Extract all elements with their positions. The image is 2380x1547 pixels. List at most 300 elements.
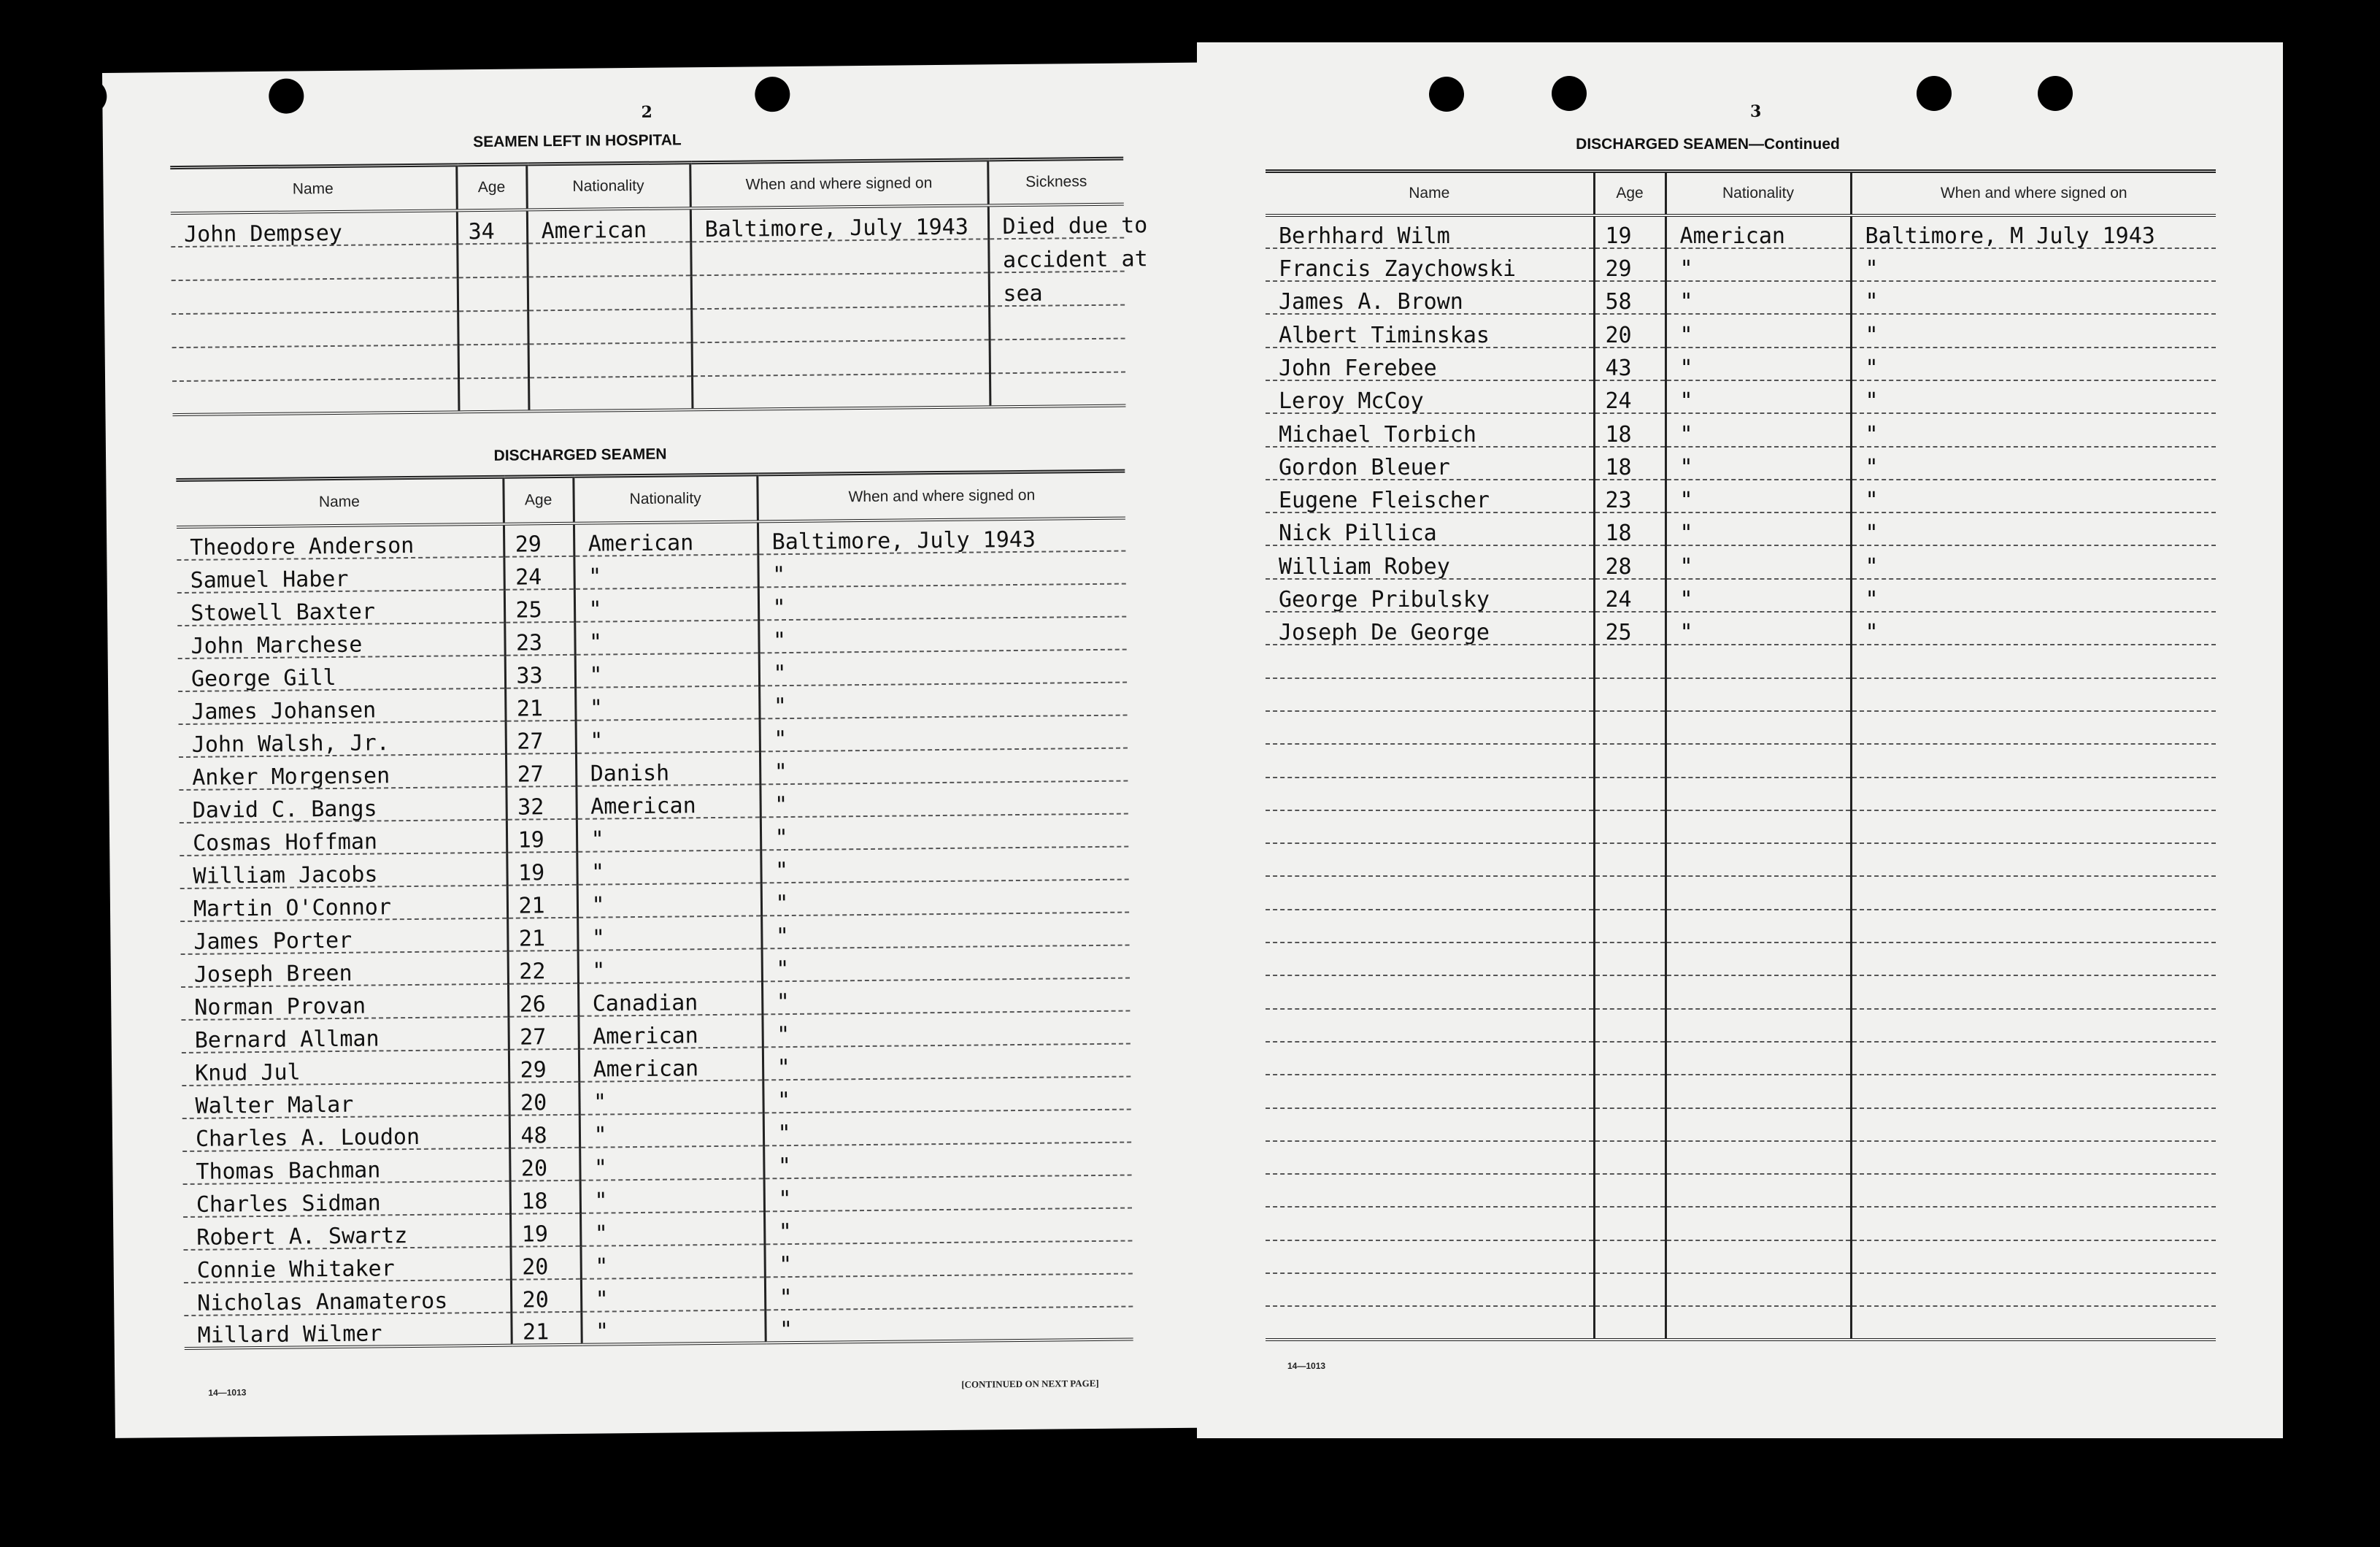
- age-cell: [1594, 645, 1665, 677]
- table-row: [1266, 1306, 2216, 1339]
- signed-on-cell: ": [764, 1208, 1132, 1244]
- signed-on-cell: ": [763, 1076, 1131, 1113]
- sickness-cell: accident at: [988, 237, 1124, 272]
- name-cell: [1266, 678, 1594, 711]
- age-cell: 34: [457, 210, 527, 244]
- age-cell: 20: [510, 1245, 580, 1279]
- column-header-signed-on: When and where signed on: [1851, 172, 2216, 215]
- table-row: [1266, 579, 2216, 612]
- age-cell: [1594, 910, 1665, 943]
- name-cell: [171, 244, 457, 280]
- name-cell: Francis Zaychowski: [1266, 248, 1594, 281]
- age-cell: 27: [506, 720, 576, 753]
- name-cell: [1266, 1306, 1594, 1339]
- nationality-cell: [528, 376, 692, 411]
- nationality-cell: ": [1665, 348, 1851, 380]
- signed-on-cell: ": [1851, 480, 2216, 513]
- name-cell: [172, 277, 458, 314]
- signed-on-cell: ": [1851, 314, 2216, 347]
- table-row: [1266, 910, 2216, 943]
- name-cell: [172, 378, 458, 415]
- signed-on-cell: ": [758, 583, 1126, 620]
- signed-on-cell: ": [762, 1010, 1130, 1047]
- signed-on-cell: ": [761, 912, 1129, 948]
- signed-on-cell: ": [1851, 612, 2216, 645]
- name-cell: [1266, 943, 1594, 975]
- name-cell: George Pribulsky: [1266, 579, 1594, 612]
- age-cell: 21: [511, 1311, 581, 1345]
- nationality-cell: ": [576, 718, 760, 753]
- sickness-cell: [990, 372, 1125, 407]
- signed-on-cell: [691, 272, 989, 309]
- punch-hole: [1552, 76, 1587, 111]
- table-row: [1266, 744, 2216, 777]
- right-page: [1197, 42, 2283, 1438]
- age-cell: [1594, 778, 1665, 810]
- age-cell: 18: [1594, 447, 1665, 480]
- name-cell: Stowell Baxter: [177, 589, 504, 625]
- nationality-cell: ": [1665, 413, 1851, 446]
- name-cell: Anker Morgensen: [179, 753, 506, 789]
- nationality-cell: [1665, 1174, 1851, 1207]
- signed-on-cell: [1851, 1174, 2216, 1207]
- name-cell: Albert Timinskas: [1266, 314, 1594, 347]
- nationality-cell: ": [577, 817, 760, 851]
- nationality-cell: American: [579, 1047, 763, 1081]
- name-cell: [1266, 1009, 1594, 1042]
- form-code: 14—1013: [1287, 1361, 1326, 1371]
- table-row: [1266, 413, 2216, 446]
- table-row: [1266, 1273, 2216, 1306]
- signed-on-cell: ": [1851, 579, 2216, 612]
- page-number: 2: [641, 102, 652, 122]
- name-cell: Millard Wilmer: [184, 1312, 511, 1348]
- nationality-cell: ": [580, 1178, 764, 1213]
- name-cell: [1266, 1174, 1594, 1207]
- signed-on-cell: ": [1851, 447, 2216, 480]
- age-cell: 24: [1594, 579, 1665, 612]
- name-cell: Norman Provan: [181, 983, 508, 1019]
- column-header-sickness: Sickness: [987, 158, 1124, 205]
- signed-on-cell: [1851, 1306, 2216, 1339]
- signed-on-cell: ": [765, 1273, 1133, 1310]
- age-cell: 25: [504, 588, 574, 622]
- column-header-signed-on: When and where signed on: [757, 471, 1125, 521]
- nationality-cell: ": [1665, 314, 1851, 347]
- nationality-cell: [1665, 1273, 1851, 1306]
- age-cell: 18: [1594, 413, 1665, 446]
- age-cell: [458, 310, 528, 345]
- nationality-cell: ": [574, 554, 758, 588]
- nationality-cell: [1665, 1207, 1851, 1240]
- discharged-continued-table: [1266, 169, 2216, 1341]
- name-cell: [1266, 1240, 1594, 1273]
- name-cell: Charles Sidman: [183, 1181, 510, 1216]
- signed-on-cell: [1851, 910, 2216, 943]
- signed-on-cell: ": [761, 879, 1129, 915]
- signed-on-cell: [692, 373, 990, 410]
- signed-on-cell: [1851, 778, 2216, 810]
- nationality-cell: ": [575, 686, 759, 720]
- nationality-cell: ": [577, 850, 760, 884]
- signed-on-cell: ": [1851, 513, 2216, 545]
- name-cell: James Porter: [180, 918, 507, 953]
- name-cell: David C. Bangs: [179, 786, 506, 822]
- column-header-nationality: Nationality: [573, 475, 758, 523]
- nationality-cell: ": [578, 948, 762, 983]
- age-cell: [1594, 1207, 1665, 1240]
- signed-on-cell: [1851, 1207, 2216, 1240]
- nationality-cell: [1665, 778, 1851, 810]
- sickness-cell: [990, 338, 1125, 373]
- name-cell: Thomas Bachman: [182, 1148, 509, 1183]
- nationality-cell: ": [1665, 579, 1851, 612]
- table-row: [1266, 1042, 2216, 1075]
- nationality-cell: [1665, 744, 1851, 777]
- name-cell: [1266, 778, 1594, 810]
- nationality-cell: [1665, 810, 1851, 843]
- signed-on-cell: ": [762, 945, 1130, 981]
- age-cell: 21: [507, 917, 577, 951]
- signed-on-cell: [1851, 645, 2216, 677]
- age-cell: [1594, 744, 1665, 777]
- age-cell: [1594, 1042, 1665, 1075]
- table-row: [1266, 1240, 2216, 1273]
- signed-on-cell: ": [764, 1240, 1132, 1277]
- signed-on-cell: [1851, 943, 2216, 975]
- nationality-cell: ": [580, 1211, 764, 1245]
- table-row: [1266, 876, 2216, 909]
- age-cell: 18: [1594, 513, 1665, 545]
- signed-on-cell: ": [760, 780, 1128, 817]
- name-cell: Theodore Anderson: [177, 523, 504, 559]
- table-row: [1266, 810, 2216, 843]
- table-row: [1266, 778, 2216, 810]
- age-cell: 29: [504, 523, 574, 556]
- signed-on-cell: ": [760, 715, 1128, 751]
- age-cell: 32: [506, 786, 576, 819]
- name-cell: Robert A. Swartz: [183, 1213, 510, 1249]
- signed-on-cell: ": [762, 978, 1130, 1014]
- nationality-cell: ": [574, 587, 758, 621]
- name-cell: James A. Brown: [1266, 281, 1594, 314]
- age-cell: 21: [507, 884, 577, 918]
- age-cell: [1594, 975, 1665, 1008]
- signed-on-cell: ": [759, 682, 1127, 718]
- nationality-cell: American: [578, 1014, 762, 1048]
- table-row: [1266, 943, 2216, 975]
- age-cell: 20: [509, 1081, 579, 1115]
- column-header-nationality: Nationality: [1665, 172, 1851, 215]
- column-header-age: Age: [1594, 172, 1665, 215]
- age-cell: 29: [1594, 248, 1665, 281]
- signed-on-cell: ": [765, 1306, 1133, 1343]
- nationality-cell: [1665, 1108, 1851, 1141]
- signed-on-cell: [692, 339, 990, 376]
- name-cell: [1266, 910, 1594, 943]
- sickness-cell: sea: [989, 271, 1125, 306]
- nationality-cell: [1665, 1042, 1851, 1075]
- column-header-name: Name: [1266, 172, 1594, 215]
- signed-on-cell: ": [1851, 248, 2216, 281]
- nationality-cell: ": [581, 1310, 765, 1344]
- signed-on-cell: ": [1851, 348, 2216, 380]
- punch-hole: [2038, 76, 2073, 111]
- name-cell: Connie Whitaker: [183, 1246, 510, 1282]
- age-cell: [1594, 1273, 1665, 1306]
- nationality-cell: [1665, 843, 1851, 876]
- age-cell: [457, 243, 527, 277]
- nationality-cell: [1665, 943, 1851, 975]
- name-cell: Nicholas Anamateros: [184, 1279, 511, 1315]
- nationality-cell: American: [576, 784, 760, 818]
- age-cell: 27: [506, 753, 576, 786]
- hospital-section-title: SEAMEN LEFT IN HOSPITAL: [473, 131, 682, 151]
- name-cell: John Walsh, Jr.: [179, 721, 506, 756]
- name-cell: Knud Jul: [182, 1049, 509, 1085]
- table-row: [1266, 545, 2216, 578]
- signed-on-cell: ": [760, 813, 1128, 850]
- name-cell: [1266, 1207, 1594, 1240]
- age-cell: [1594, 711, 1665, 744]
- table-row: [1266, 645, 2216, 677]
- discharged-table: [176, 469, 1133, 1350]
- signed-on-cell: [1851, 843, 2216, 876]
- age-cell: [1594, 678, 1665, 711]
- nationality-cell: ": [581, 1277, 765, 1311]
- signed-on-cell: ": [1851, 413, 2216, 446]
- table-row: [1266, 843, 2216, 876]
- name-cell: [172, 345, 458, 381]
- signed-on-cell: [1851, 678, 2216, 711]
- age-cell: [458, 277, 528, 311]
- table-row: [1266, 447, 2216, 480]
- name-cell: Gordon Bleuer: [1266, 447, 1594, 480]
- nationality-cell: [528, 309, 691, 344]
- name-cell: Berhhard Wilm: [1266, 215, 1594, 248]
- hospital-table: [170, 157, 1148, 416]
- nationality-cell: ": [1665, 480, 1851, 513]
- age-cell: [1594, 1174, 1665, 1207]
- age-cell: 58: [1594, 281, 1665, 314]
- age-cell: 19: [507, 818, 577, 852]
- sickness-cell: [989, 304, 1125, 339]
- name-cell: [1266, 975, 1594, 1008]
- table-row: [1266, 1141, 2216, 1174]
- signed-on-cell: [1851, 711, 2216, 744]
- table-row: [1266, 1174, 2216, 1207]
- name-cell: Bernard Allman: [181, 1016, 508, 1052]
- punch-hole: [72, 79, 107, 114]
- nationality-cell: American: [1665, 215, 1851, 248]
- name-cell: John Marchese: [177, 622, 504, 658]
- table-row: [1266, 1075, 2216, 1108]
- sickness-cell: Died due to: [988, 204, 1124, 239]
- name-cell: [1266, 1075, 1594, 1108]
- age-cell: 23: [1594, 480, 1665, 513]
- age-cell: 43: [1594, 348, 1665, 380]
- discharged-continued-title: DISCHARGED SEAMEN—Continued: [1576, 136, 1840, 153]
- name-cell: [1266, 1042, 1594, 1075]
- name-cell: Walter Malar: [182, 1082, 509, 1118]
- name-cell: Eugene Fleischer: [1266, 480, 1594, 513]
- age-cell: [1594, 1306, 1665, 1339]
- name-cell: [1266, 843, 1594, 876]
- table-row: [1266, 314, 2216, 347]
- signed-on-cell: ": [760, 846, 1128, 883]
- age-cell: 20: [511, 1278, 581, 1312]
- signed-on-cell: Baltimore, M July 1943: [1851, 215, 2216, 248]
- name-cell: [1266, 711, 1594, 744]
- name-cell: Nick Pillica: [1266, 513, 1594, 545]
- signed-on-cell: [1851, 1108, 2216, 1141]
- nationality-cell: [1665, 1306, 1851, 1339]
- column-header-nationality: Nationality: [526, 163, 690, 210]
- age-cell: 19: [1594, 215, 1665, 248]
- nationality-cell: [527, 242, 690, 277]
- punch-hole: [269, 78, 304, 113]
- nationality-cell: [1665, 876, 1851, 909]
- nationality-cell: Danish: [576, 751, 760, 786]
- name-cell: James Johansen: [178, 688, 505, 723]
- nationality-cell: ": [579, 1113, 763, 1147]
- signed-on-cell: Baltimore, July 1943: [758, 518, 1125, 554]
- signed-on-cell: ": [763, 1109, 1131, 1145]
- name-cell: Joseph Breen: [181, 951, 508, 986]
- signed-on-cell: ": [1851, 380, 2216, 413]
- nationality-cell: [1665, 1075, 1851, 1108]
- age-cell: 20: [509, 1147, 579, 1181]
- nationality-cell: ": [1665, 545, 1851, 578]
- table-row: [1266, 281, 2216, 314]
- nationality-cell: American: [574, 521, 758, 556]
- age-cell: 18: [510, 1180, 580, 1213]
- nationality-cell: [1665, 711, 1851, 744]
- nationality-cell: ": [580, 1244, 764, 1278]
- nationality-cell: ": [1665, 248, 1851, 281]
- nationality-cell: [1665, 910, 1851, 943]
- age-cell: 33: [505, 654, 575, 688]
- name-cell: [1266, 1108, 1594, 1141]
- age-cell: [1594, 1240, 1665, 1273]
- name-cell: Samuel Haber: [177, 556, 504, 592]
- name-cell: Michael Torbich: [1266, 413, 1594, 446]
- name-cell: Leroy McCoy: [1266, 380, 1594, 413]
- punch-hole: [755, 77, 790, 112]
- name-cell: [1266, 1141, 1594, 1174]
- table-row: [1266, 1009, 2216, 1042]
- nationality-cell: ": [579, 1080, 763, 1114]
- signed-on-cell: ": [760, 748, 1128, 784]
- nationality-cell: ": [577, 883, 761, 917]
- signed-on-cell: [1851, 744, 2216, 777]
- name-cell: [1266, 645, 1594, 677]
- table-row: [1266, 480, 2216, 513]
- signed-on-cell: Baltimore, July 1943: [690, 205, 988, 242]
- nationality-cell: ": [577, 915, 761, 950]
- age-cell: [458, 344, 528, 378]
- page-number: 3: [1750, 102, 1762, 121]
- signed-on-cell: ": [763, 1142, 1131, 1178]
- name-cell: William Robey: [1266, 545, 1594, 578]
- age-cell: 22: [508, 950, 578, 983]
- age-cell: 24: [504, 556, 574, 589]
- table-row: [1266, 215, 2216, 248]
- signed-on-cell: ": [758, 550, 1125, 587]
- age-cell: [458, 377, 528, 412]
- nationality-cell: Canadian: [578, 981, 762, 1016]
- age-cell: [1594, 1009, 1665, 1042]
- punch-hole: [1429, 77, 1464, 112]
- signed-on-cell: ": [758, 616, 1126, 653]
- age-cell: [1594, 1141, 1665, 1174]
- nationality-cell: [528, 275, 691, 310]
- signed-on-cell: ": [763, 1043, 1131, 1080]
- age-cell: 25: [1594, 612, 1665, 645]
- age-cell: 29: [509, 1048, 579, 1082]
- table-row: [1266, 975, 2216, 1008]
- age-cell: 19: [507, 851, 577, 885]
- age-cell: 21: [505, 687, 575, 721]
- name-cell: William Jacobs: [180, 852, 507, 888]
- signed-on-cell: ": [764, 1175, 1132, 1211]
- nationality-cell: ": [575, 653, 759, 687]
- nationality-cell: American: [527, 208, 690, 243]
- nationality-cell: [1665, 678, 1851, 711]
- form-code: 14—1013: [208, 1387, 247, 1398]
- signed-on-cell: [1851, 975, 2216, 1008]
- table-row: [1266, 348, 2216, 380]
- table-row: [1266, 380, 2216, 413]
- name-cell: [1266, 1273, 1594, 1306]
- nationality-cell: [528, 342, 692, 377]
- column-header-name: Name: [170, 165, 457, 213]
- signed-on-cell: [1851, 1240, 2216, 1273]
- column-header-age: Age: [503, 476, 574, 523]
- name-cell: Charles A. Loudon: [182, 1115, 509, 1151]
- nationality-cell: [1665, 1141, 1851, 1174]
- nationality-cell: [1665, 1009, 1851, 1042]
- left-page: [102, 62, 1225, 1438]
- table-row: [1266, 513, 2216, 545]
- signed-on-cell: [1851, 1042, 2216, 1075]
- nationality-cell: ": [579, 1145, 763, 1180]
- nationality-cell: ": [1665, 380, 1851, 413]
- nationality-cell: [1665, 1240, 1851, 1273]
- signed-on-cell: [1851, 810, 2216, 843]
- nationality-cell: ": [1665, 612, 1851, 645]
- table-row: [1266, 711, 2216, 744]
- age-cell: 27: [508, 1016, 578, 1049]
- name-cell: [172, 311, 458, 348]
- age-cell: 48: [509, 1114, 579, 1148]
- signed-on-cell: [690, 239, 988, 275]
- nationality-cell: [1665, 975, 1851, 1008]
- age-cell: 24: [1594, 380, 1665, 413]
- age-cell: [1594, 810, 1665, 843]
- signed-on-cell: ": [1851, 545, 2216, 578]
- column-header-signed-on: When and where signed on: [690, 160, 988, 208]
- name-cell: Martin O'Connor: [180, 885, 507, 921]
- nationality-cell: ": [1665, 281, 1851, 314]
- age-cell: [1594, 943, 1665, 975]
- nationality-cell: ": [1665, 513, 1851, 545]
- name-cell: George Gill: [178, 655, 505, 691]
- table-row: [1266, 1207, 2216, 1240]
- nationality-cell: ": [1665, 447, 1851, 480]
- signed-on-cell: [691, 306, 989, 342]
- age-cell: 23: [504, 621, 574, 655]
